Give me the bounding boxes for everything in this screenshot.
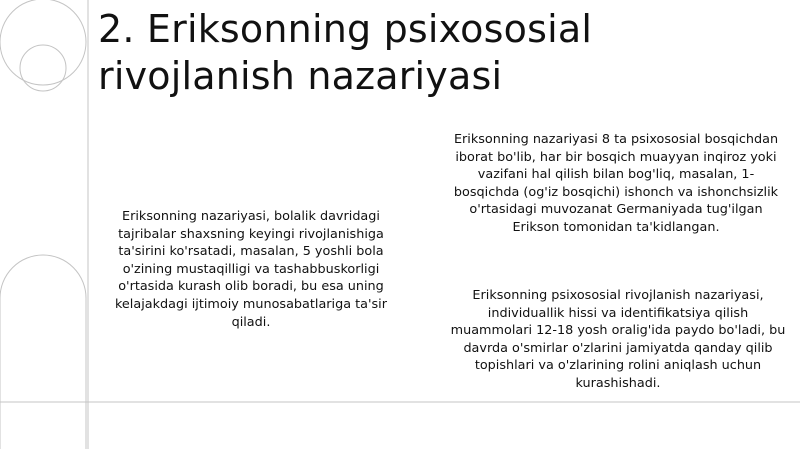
paragraph-right-bottom: Eriksonning psixososial rivojlanish nazariyasi, individuallik hissi va identifikatsiya qilish muammolari 12-18 yosh oralig'ida paydo bo'ladi, bu davrda o'smirlar o'zlarini jamiyatda qanday qilib topishlari va o'zlarining rolini aniqlash uchun kurashishadi. — [450, 288, 786, 391]
decorative-circle-top — [0, 0, 86, 85]
slide-title: 2. Eriksonning psixososial rivojlanish nazariyasi — [98, 7, 593, 98]
decorative-circle-inner — [20, 45, 66, 91]
paragraph-left: Eriksonning nazariyasi, bolalik davridagi tajribalar shaxsning keyingi rivojlanishiga ta'sirini ko'rsatadi, masalan, 5 yoshli bola o'zining mustaqilligi va tashabbuskorligi o'rtasida kurash olib boradi, bu esa uning kelajakdagi ijtimoiy munosabatlariga ta'sir qiladi. — [114, 209, 388, 330]
paragraph-right-top: Eriksonning nazariyasi 8 ta psixososial bosqichdan iborat bo'lib, har bir bosqich muayyan inqiroz yoki vazifani hal qilish bilan bog'liq, masalan, 1-bosqichda (og'iz bosqichi) ishonch va ishonchsizlik o'rtasidagi muvozanat Germaniyada tug'ilgan Erikson tomonidan ta'kidlangan. — [453, 132, 779, 235]
decorative-arc-bottom — [0, 255, 86, 449]
